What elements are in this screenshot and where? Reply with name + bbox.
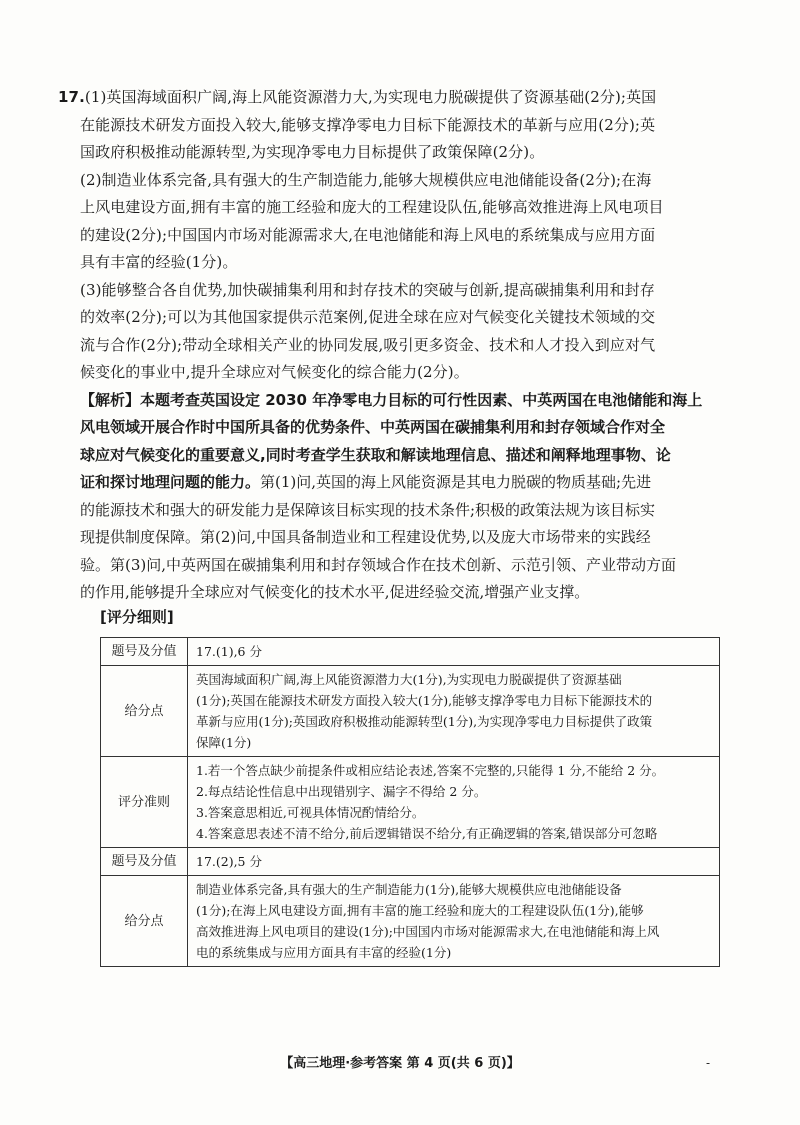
answer-part-2 <box>80 167 720 277</box>
analysis-tag: 【解析】 <box>80 390 141 409</box>
table-cell-content <box>188 876 720 967</box>
answer-line: 的效率(2分);可以为其他国家提供示范案例,促进全球在应对气候变化关键技术领域的交 <box>80 308 656 326</box>
table-cell-line: (1分);在海上风电建设方面,拥有丰富的施工经验和庞大的工程建设队伍(1分),能够 <box>196 903 644 918</box>
analysis-line: 证和探讨地理问题的能力。第(1)问,英国的海上风能资源是其电力脱碳的物质基础;先进 <box>80 473 652 491</box>
answer-line: 的建设(2分);中国国内市场对能源需求大,在电池储能和海上风电的系统集成与应用方面 <box>80 225 656 244</box>
scoring-table <box>100 637 720 967</box>
table-cell-label: 给分点 <box>101 666 188 757</box>
table-cell-line: 高效推进海上风电项目的建设(1分);中国国内市场对能源需求大,在电池储能和海上风 <box>196 924 660 939</box>
table-cell-line: (1分);英国在能源技术研发方面投入较大(1分),能够支撑净零电力目标下能源技术的 <box>196 693 653 708</box>
criteria-item: 1.若一个答点缺少前提条件或相应结论表述,答案不完整的,只能得 1 分,不能给 2 分。 <box>196 763 665 778</box>
analysis-line: 【解析】本题考查英国设定 2030 年净零电力目标的可行性因素、中英两国在电池储能和海上 <box>80 390 703 409</box>
answer-line: 国政府积极推动能源转型,为实现净零电力目标提供了政策保障(2分)。 <box>80 143 545 161</box>
table-cell-content <box>188 757 720 848</box>
footer-mark: - <box>706 1056 711 1070</box>
table-cell-line: 英国海域面积广阔,海上风能资源潜力大(1分),为实现电力脱碳提供了资源基础 <box>196 672 622 687</box>
table-cell-line: 保障(1分) <box>196 735 252 750</box>
table-row <box>101 757 720 848</box>
question-number: 17. <box>58 88 85 106</box>
table-cell-value: 17.(1),6 分 <box>188 638 720 666</box>
table-row <box>101 848 720 876</box>
answer-line: 17.(1)英国海域面积广阔,海上风能资源潜力大,为实现电力脱碳提供了资源基础(2分);英国 <box>58 88 657 106</box>
table-row <box>101 638 720 666</box>
answer-line: 候变化的事业中,提升全球应对气候变化的综合能力(2分)。 <box>80 363 469 381</box>
answer-line: 具有丰富的经验(1分)。 <box>80 253 238 271</box>
analysis-line: 的作用,能够提升全球应对气候变化的技术水平,促进经验交流,增强产业支撑。 <box>80 583 590 601</box>
analysis-line: 现提供制度保障。第(2)问,中国具备制造业和工程建设优势,以及庞大市场带来的实践经 <box>80 528 651 546</box>
table-cell-content <box>188 666 720 757</box>
page-footer: 【高三地理·参考答案 第 4 页(共 6 页)】 <box>280 1056 520 1071</box>
table-cell-label: 给分点 <box>101 876 188 967</box>
answer-line: 上风电建设方面,拥有丰富的施工经验和庞大的工程建设队伍,能够高效推进海上风电项目 <box>80 198 664 216</box>
answer-part-1 <box>58 84 720 167</box>
table-cell-line: 电的系统集成与应用方面具有丰富的经验(1分) <box>196 945 452 960</box>
scoring-criteria-title: [评分细则] <box>100 608 174 626</box>
table-cell-value: 17.(2),5 分 <box>188 848 720 876</box>
table-cell-line: 制造业体系完备,具有强大的生产制造能力(1分),能够大规模供应电池储能设备 <box>196 882 622 897</box>
answer-line: 在能源技术研发方面投入较大,能够支撑净零电力目标下能源技术的革新与应用(2分);英 <box>80 115 656 134</box>
analysis-line: 验。第(3)问,中英两国在碳捕集利用和封存领域合作在技术创新、示范引领、产业带动方面 <box>80 555 677 574</box>
table-cell-line: 革新与应用(1分);英国政府积极推动能源转型(1分),为实现净零电力目标提供了政策 <box>196 714 653 729</box>
table-row <box>101 876 720 967</box>
criteria-item: 2.每点结论性信息中出现错别字、漏字不得给 2 分。 <box>196 784 487 799</box>
criteria-item: 4.答案意思表述不清不给分,前后逻辑错误不给分,有正确逻辑的答案,错误部分可忽略 <box>196 826 658 841</box>
analysis-section <box>80 387 720 607</box>
answer-line: (2)制造业体系完备,具有强大的生产制造能力,能够大规模供应电池储能设备(2分);在海 <box>80 170 652 189</box>
answer-body <box>58 84 720 607</box>
table-row <box>101 666 720 757</box>
analysis-line: 的能源技术和强大的研发能力是保障该目标实现的技术条件;积极的政策法规为该目标实 <box>80 500 656 519</box>
table-cell-label: 题号及分值 <box>101 848 188 876</box>
table-cell-label: 评分准则 <box>101 757 188 848</box>
analysis-line: 风电领域开展合作时中国所具备的优势条件、中英两国在碳捕集利用和封存领域合作对全 <box>80 418 666 436</box>
answer-line: 流与合作(2分);带动全球相关产业的协同发展,吸引更多资金、技术和人才投入到应对气 <box>80 335 656 354</box>
answer-line: (3)能够整合各自优势,加快碳捕集利用和封存技术的突破与创新,提高碳捕集利用和封存 <box>80 280 655 299</box>
answer-part-3 <box>80 277 720 387</box>
table-cell-label: 题号及分值 <box>101 638 188 666</box>
analysis-line: 球应对气候变化的重要意义,同时考查学生获取和解读地理信息、描述和阐释地理事物、论 <box>80 445 671 464</box>
criteria-item: 3.答案意思相近,可视具体情况酌情给分。 <box>196 805 425 820</box>
